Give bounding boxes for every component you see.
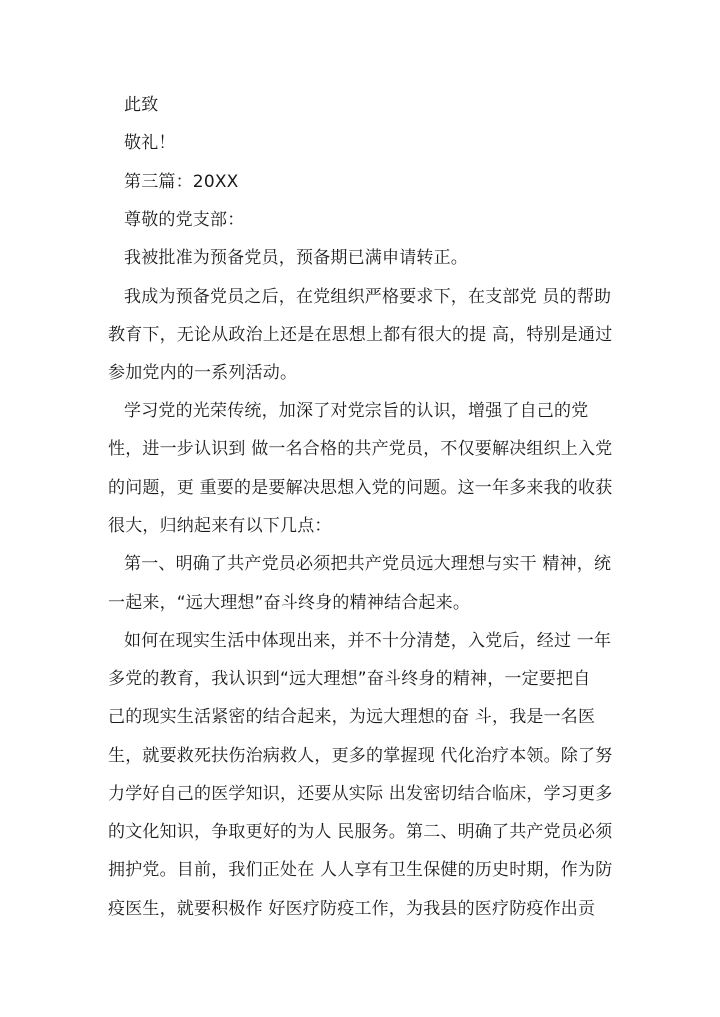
paragraph-line: 多党的教育，我认识到“远大理想”奋斗终身的精神，一定要把自	[108, 669, 591, 689]
paragraph-line: 参加党内的一系列活动。	[108, 363, 298, 383]
paragraph-line: 教育下，无论从政治上还是在思想上都有很大的提 高，特别是通过	[108, 325, 613, 345]
closing-salutation: 此致	[124, 95, 159, 115]
closing-regards: 敬礼！	[124, 133, 176, 153]
letter-addressee: 尊敬的党支部：	[124, 210, 245, 230]
paragraph-line: 力学好自己的医学知识，还要从实际 出发密切结合临床，学习更多	[108, 784, 613, 804]
paragraph-line: 己的现实生活紧密的结合起来，为远大理想的奋 斗，我是一名医	[108, 707, 596, 727]
paragraph-line: 第一、明确了共产党员必须把共产党员远大理想与实干 精神，统	[124, 554, 612, 574]
paragraph-line: 拥护党。目前，我们正处在 人人享有卫生保健的历史时期，作为防	[108, 860, 613, 880]
section-heading: 第三篇：20XX	[124, 172, 239, 192]
paragraph-line: 学习党的光荣传统，加深了对党宗旨的认识，增强了自己的党	[124, 401, 589, 421]
paragraph-line: 很大，归纳起来有以下几点：	[108, 516, 332, 536]
paragraph-line: 性，进一步认识到 做一名合格的共产党员，不仅要解决组织上入党	[108, 439, 613, 459]
paragraph-line: 一起来，“远大理想”奋斗终身的精神结合起来。	[108, 593, 471, 613]
paragraph-line: 生，就要救死扶伤治病救人，更多的掌握现 代化治疗本领。除了努	[108, 746, 613, 766]
paragraph-line: 的文化知识，争取更好的为人 民服务。第二、明确了共产党员必须	[108, 822, 613, 842]
paragraph-line: 我成为预备党员之后，在党组织严格要求下，在支部党 员的帮助	[124, 287, 612, 307]
paragraph-line: 疫医生，就要积极作 好医疗防疫工作，为我县的医疗防疫作出贡	[108, 899, 596, 919]
paragraph-line: 的问题，更 重要的是要解决思想入党的问题。这一年多来我的收获	[108, 478, 613, 498]
paragraph-line: 我被批准为预备党员，预备期已满申请转正。	[124, 248, 468, 268]
paragraph-line: 如何在现实生活中体现出来，并不十分清楚，入党后，经过 一年	[124, 631, 612, 651]
